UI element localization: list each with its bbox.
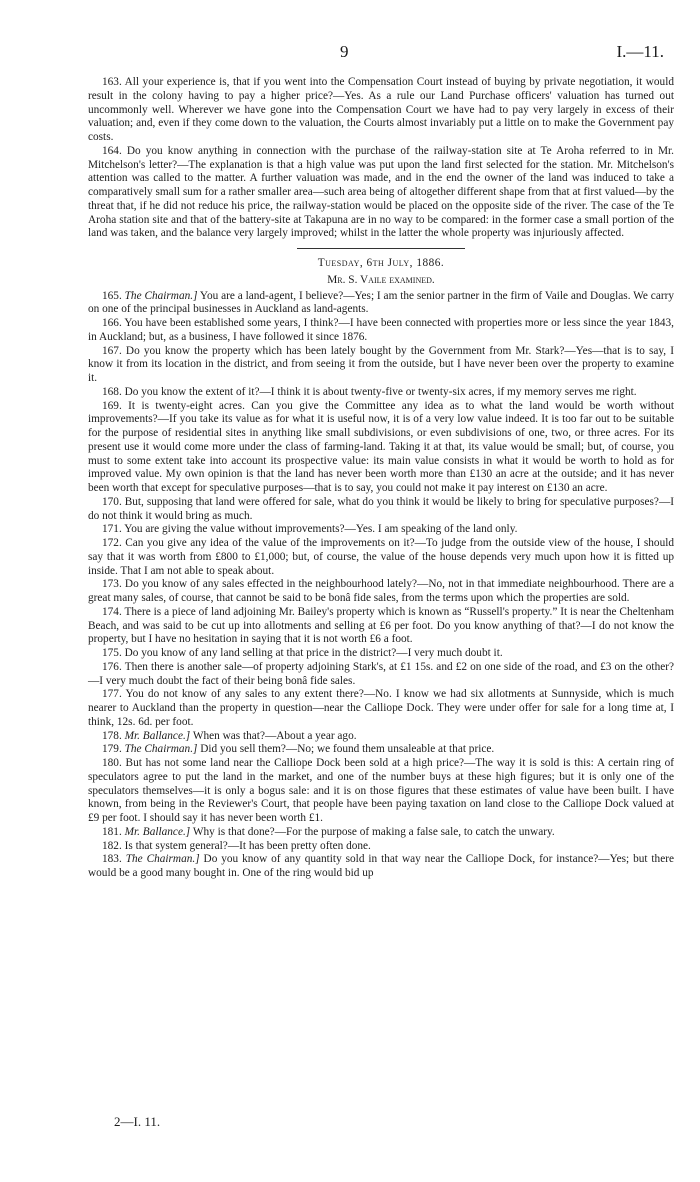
paragraph-text: Can you give any idea of the value of the improvements on it?—To judge from the outside view of the house, I should say that it was worth from £800 to £1,000; but, of course, the value of the house depends very much upon how it is fitted up inside. That I am not able to speak about. xyxy=(88,537,675,577)
paragraph-number: 173. xyxy=(102,578,122,591)
paragraph-text: You are giving the value without improvements?—Yes. I am speaking of the land only. xyxy=(124,523,518,536)
paragraph-173 xyxy=(88,578,674,606)
paragraph-number: 167. xyxy=(102,344,122,357)
paragraph-text: Then there is another sale—of property adjoining Stark's, at £1 15s. and £2 on one side of the road, and £3 on the other?—I very much doubt the fact of their being bonâ fide sales. xyxy=(88,660,675,687)
paragraph-180 xyxy=(88,757,674,826)
paragraph-text: But, supposing that land were offered for sale, what do you think it would be likely to bring for speculative purposes?—I do not think it would bring as much. xyxy=(88,495,675,522)
paragraph-text: Do you know the property which has been lately bought by the Government from Mr. Stark?—Yes—that is to say, I know it from its location in the district, and from seeing it from the outside, but I have never been over the property to examine it. xyxy=(88,344,675,384)
page-header xyxy=(0,42,700,66)
paragraph-183 xyxy=(88,853,674,881)
paragraph-text: Do you know of any quantity sold in that way near the Calliope Dock, for instance?—Yes; but there would be a good many bought in. One of the ring would bid up xyxy=(88,853,674,879)
paragraph-text: You are a land-agent, I believe?—Yes; I am the senior partner in the firm of Vaile and Douglas. We carry on one of the principal businesses in Auckland as land-agents. xyxy=(88,289,674,316)
testimony-list xyxy=(88,290,674,881)
paragraph-number: 169. xyxy=(102,399,122,412)
paragraph-175 xyxy=(88,647,674,661)
paragraph-text: It is twenty-eight acres. Can you give the Committee any idea as to what the land would be worth without improvements?—If you take its value as for what it is useful now, it is of a very low value indeed. It is too far out to be suitable for the purpose of residential sites in anything like small subdivisions, or even subdivisions of one, two, or three acres. For its present use it would come more under the class of farming-land. Taking it at that, its value would be small; but, of course, you must to some extent take into account its prospective value: its main value consists in what it would be worth to hold as for improved value. My own opinion is that the land has never been worth more than £130 an acre at the outside; and it has never been worth that except for speculative purposes—that is to say, you could not make it pay interest on £130 an acre. xyxy=(88,399,674,494)
paragraph-163: 163. All your experience is, that if you went into the Compensation Court instead of buying by private negotiation, it would result in the colony having to pay a higher price?—Yes. As a rule our Land Purchase officers' valuation has turned out uncommonly well. Wherever we have gone into the Compensation Court we have had to pay very largely in excess of their valuation; and, even if they come down to the valuation, the Courts almost invariably put a little on to make the Government pay costs. xyxy=(88,76,674,143)
page-number: 9 xyxy=(340,42,349,61)
paragraph-178 xyxy=(88,730,674,744)
paragraph-182 xyxy=(88,840,674,854)
paragraph-171 xyxy=(88,523,674,537)
paragraph-number: 175. xyxy=(102,647,122,659)
paragraph-number: 179. xyxy=(102,743,122,756)
paragraph-text: Do you know of any sales effected in the neighbourhood lately?—No, not in that immediate neighbourhood. There are a great many sales, of course, that cannot be said to be bonâ fide sales, from the terms upon which the properties are sold. xyxy=(88,578,674,604)
paragraph-number: 177. xyxy=(102,688,122,701)
paragraph-text: But has not some land near the Calliope Dock been sold at a high price?—The way it is sold is this: A certain ring of speculators agree to put the land in the market, and one of the number buys at these high figures; but it is only one of the speculators themselves—it is only a bogus sale: and it is on those figures that these estimates of value have been built. I have known, from being in the Reviewer's Court, that people have been paying taxation on land close to the Calliope Dock valued at £9 per foot. I should say it has never been worth £1. xyxy=(88,757,674,824)
paragraph-170 xyxy=(88,496,674,524)
paragraph-number: 170. xyxy=(102,495,122,508)
paragraph-number: 183. xyxy=(102,853,122,866)
paragraph-176 xyxy=(88,661,674,689)
paragraph-text: Do you know the extent of it?—I think it is about twenty-five or twenty-six acres, if my memory serves me right. xyxy=(124,385,637,398)
paragraph-number: 176. xyxy=(102,660,122,673)
paragraph-164: 164. Do you know anything in connection with the purchase of the railway-station site at Te Aroha referred to in Mr. Mitchelson's letter?—The explanation is that a high value was put upon the land first selected for the station. Mr. Mitchelson's attention was called to the matter. A further valuation was made, and in the end the owner of the land was induced to take a comparatively small sum for a rather smaller area—such area being of altogether different shape from that at first valued—by the threat that, if he did not reduce his price, the railway-station would be placed on the opposite side of the river. The case of the Te Aroha station site and that of the battery-site at Takapuna are in no way to be compared: in the former case a small portion of the land was taken, and the balance very largely improved; whilst in the latter the whole property was injuriously affected. xyxy=(88,144,674,240)
paragraph-number: 166. xyxy=(102,317,122,329)
section-divider xyxy=(297,248,465,249)
paragraph-text: You have been established some years, I think?—I have been connected with properties more or less since the year 1843, in Auckland; but, as a business, I have followed it since 1876. xyxy=(88,317,675,343)
page-signature: 2—I. 11. xyxy=(114,1114,161,1129)
speaker-label: The Chairman.] xyxy=(124,289,198,302)
paragraph-167 xyxy=(88,345,674,386)
paragraph-177 xyxy=(88,688,674,729)
paragraph-179 xyxy=(88,743,674,757)
paragraph-text: When was that?—About a year ago. xyxy=(192,729,357,742)
witness-heading: Mr. S. Vaile examined. xyxy=(327,273,435,286)
paragraph-number: 168. xyxy=(102,385,122,398)
speaker-label: Mr. Ballance.] xyxy=(124,729,191,742)
paragraph-number: 178. xyxy=(102,729,122,742)
paragraph-text: Why is that done?—For the purpose of making a false sale, to catch the unwary. xyxy=(192,825,555,838)
speaker-label: The Chairman.] xyxy=(125,853,200,866)
paragraph-number: 172. xyxy=(102,537,122,549)
paragraph-number: 181. xyxy=(102,825,122,838)
paragraph-172 xyxy=(88,537,674,578)
paragraph-number: 171. xyxy=(102,523,122,536)
speaker-label: Mr. Ballance.] xyxy=(124,825,191,838)
main-content xyxy=(88,76,674,881)
paragraph-number: 165. xyxy=(102,289,122,302)
paragraph-181 xyxy=(88,826,674,840)
paragraph-number: 174. xyxy=(102,605,122,618)
session-date-heading: Tuesday, 6th July, 1886. xyxy=(317,257,445,269)
paragraph-166 xyxy=(88,317,674,345)
paragraph-number: 182. xyxy=(102,839,122,852)
paragraph-174 xyxy=(88,606,674,647)
paragraph-text: Do you know of any land selling at that price in the district?—I very much doubt it. xyxy=(124,647,503,659)
paragraph-number: 180. xyxy=(102,757,122,769)
paragraph-text: Is that system general?—It has been pretty often done. xyxy=(124,839,371,852)
paragraph-169 xyxy=(88,400,674,496)
speaker-label: The Chairman.] xyxy=(124,743,198,756)
paragraph-text: Did you sell them?—No; we found them unsaleable at that price. xyxy=(200,743,495,756)
paragraph-text: There is a piece of land adjoining Mr. Bailey's property which is known as “Russell's property.” It is near the Cheltenham Beach, and was said to be cut up into allotments and selling at £6 per foot. Do you know anything of that?—I do not know the property, but I have no hesitation in saying that it is not worth £6 a foot. xyxy=(88,605,674,646)
paragraph-168 xyxy=(88,386,674,400)
paragraph-165 xyxy=(88,290,674,318)
paragraph-text: You do not know of any sales to any extent there?—No. I know we had six allotments at Sunnyside, which is much nearer to Auckland than the property in question—near the Calliope Dock. They were under offer for sale for a long time at, I think, 12s. 6d. per foot. xyxy=(88,688,674,728)
document-reference: I.—11. xyxy=(616,42,664,61)
